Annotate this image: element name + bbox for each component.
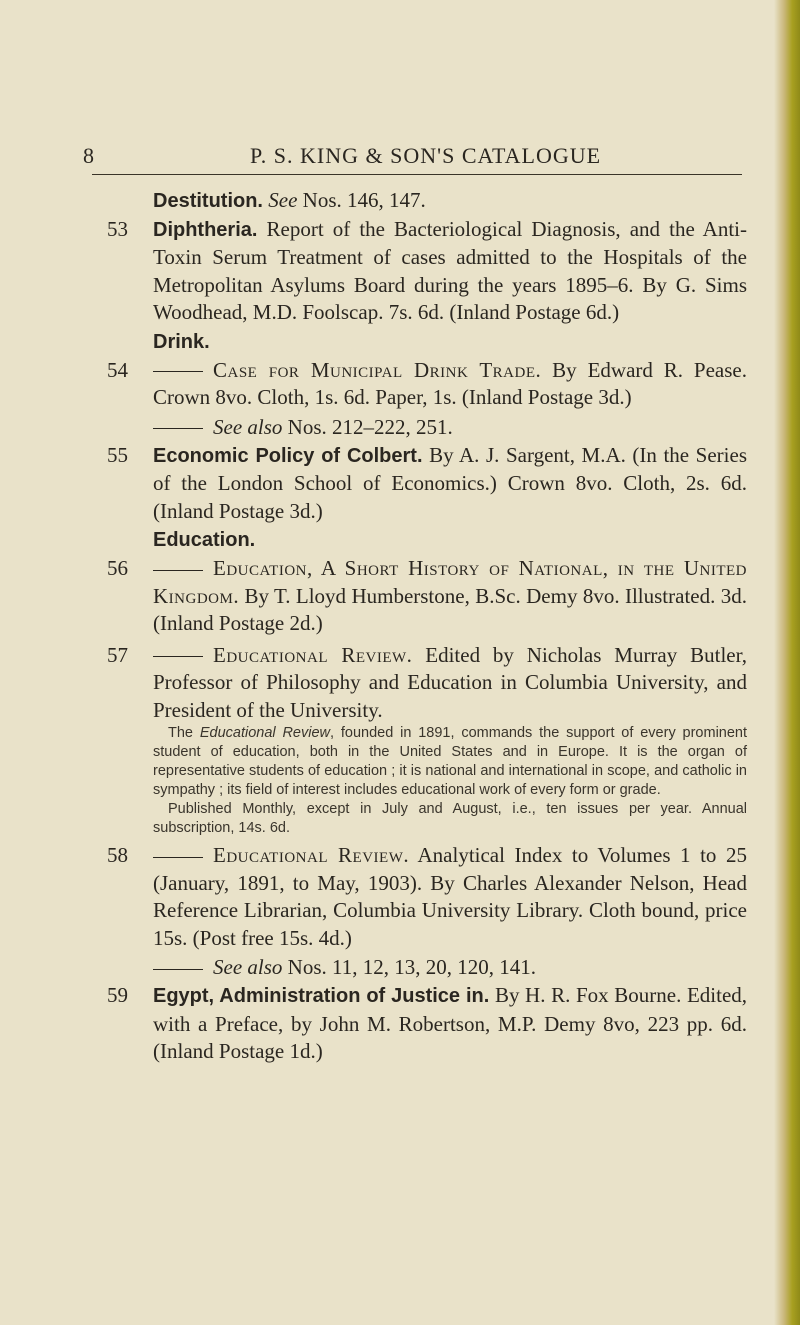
ditto-dash — [153, 570, 203, 571]
entry-number: 59 — [107, 983, 128, 1007]
entry-number: 58 — [107, 843, 128, 867]
ditto-dash — [153, 371, 203, 372]
entry-57 — [0, 642, 800, 839]
heading-drink: Drink. — [153, 330, 210, 353]
note-paragraph: Published Monthly, except in July and August, i.e., ten issues per year. Annual subscription, 14s. 6d. — [153, 801, 747, 836]
ditto-dash — [153, 969, 203, 970]
page-header — [0, 143, 800, 173]
see-label: See — [268, 188, 298, 212]
page-number: 8 — [83, 143, 94, 168]
entry-body: By H. R. Fox Bourne. Edited, with a Preface, by John M. Robertson, M.P. Demy 8vo, 223 pp. 6d. (Inland Postage 1d.) — [153, 983, 748, 1063]
entry-title: Educational Review. — [213, 843, 410, 867]
entry-number: 55 — [107, 442, 128, 467]
entry-body: By A. J. Sargent, M.A. (In the Series of the London School of Economics.) Crown 8vo. Cloth, 2s. 6d. (Inland Postage 3d.) — [153, 442, 747, 523]
entry-title: Egypt, Administration of Justice in. — [153, 985, 490, 1007]
entry-number: 54 — [107, 357, 128, 382]
entry-number: 53 — [107, 216, 128, 241]
see-also-label: See also — [213, 414, 283, 439]
entry-56 — [0, 555, 800, 638]
ditto-dash — [153, 428, 203, 429]
entry-body: Analytical Index to Volumes 1 to 25 (January, 1891, to May, 1903). By Charles Alexander Nelson, Head Reference Librarian, Columbia University Library. Cloth bound, price 15s. (Post free 15s. 4d.) — [153, 843, 747, 950]
see-also-line — [153, 952, 800, 982]
header-rule — [92, 174, 742, 175]
entry-body: Report of the Bacteriological Diagnosis, and the Anti-Toxin Serum Treatment of cases admitted to the Hospitals of the Metropolitan Asylums Board during the years 1895–6. By G. Sims Woodhead, M.D. Foolscap. 7s. 6d. (Inland Postage 6d.) — [153, 216, 747, 324]
heading-destitution: Destitution. — [153, 190, 263, 212]
entry-title: Education, A Short History of National, in the United Kingdom. — [153, 556, 747, 608]
entry-number: 56 — [107, 556, 128, 580]
entry-note — [153, 724, 747, 838]
entry-54 — [0, 357, 800, 442]
heading-education: Education. — [153, 529, 256, 551]
entry-title: Diphtheria. — [153, 218, 258, 241]
running-title: P. S. KING & SON'S CATALOGUE — [250, 143, 602, 168]
ditto-dash — [153, 857, 203, 858]
see-also-refs: Nos. 11, 12, 13, 20, 120, 141. — [287, 955, 536, 979]
see-refs: Nos. 146, 147. — [302, 188, 426, 212]
see-also-line — [153, 412, 800, 442]
entry-body: Edited by Nicholas Murray Butler, Professor of Philosophy and Education in Columbia University, and President of the University. — [153, 642, 747, 722]
entry-body: By T. Lloyd Humberstone, B.Sc. Demy 8vo. Illustrated. 3d. (Inland Postage 2d.) — [153, 583, 747, 635]
see-also-label: See also — [213, 955, 283, 979]
entry-55 — [0, 442, 800, 526]
catalogue-entries — [0, 187, 800, 1066]
entry-59 — [0, 982, 800, 1066]
entry-body: By Edward R. Pease. Crown 8vo. Cloth, 1s. 6d. Paper, 1s. (Inland Postage 3d.) — [153, 357, 747, 409]
ditto-dash — [153, 656, 203, 657]
note-paragraph: The Educational Review, founded in 1891, commands the support of every prominent student of education, both in the United States and in Europe. It is the organ of representative students of education ; it is national and international in scope, and catholic in sympathy ; its field of interest includes educational work of every form or grade. — [153, 725, 748, 798]
entry-destitution — [0, 187, 800, 216]
entry-53 — [0, 216, 800, 327]
entry-title: Case for Municipal Drink Trade. — [213, 357, 542, 382]
entry-title: Economic Policy of Colbert. — [153, 444, 423, 467]
entry-58 — [0, 842, 800, 982]
entry-number: 57 — [107, 642, 128, 667]
entry-title: Educational Review. — [213, 642, 413, 667]
see-also-refs: Nos. 212–222, 251. — [287, 414, 453, 439]
